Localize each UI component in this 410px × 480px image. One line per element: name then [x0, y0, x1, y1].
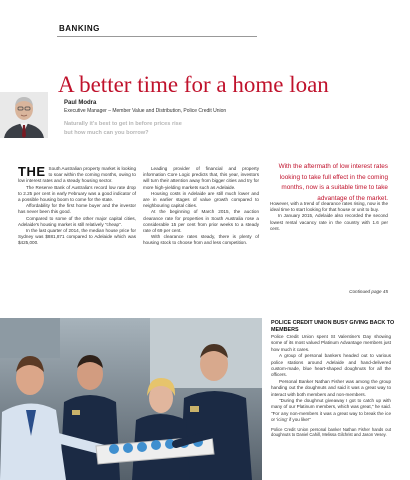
- column-3-paragraph-1: However, with a trend of clearance rates rising, now is the ideal time to start looking for that house or unit to buy.: [270, 201, 388, 213]
- column-1-paragraph-4: Compared to some of the other major capital cities, Adelaide's housing market is still relatively "cheap".: [18, 215, 136, 227]
- column-2-paragraph-3: At the beginning of March 2015, the auction clearance rate for properties in South Australia rose a considerable 15 per cent from prior weeks to a steady rate of 69 per cent.: [143, 209, 259, 234]
- column-2-paragraph-4: With clearance rates steady, there is plenty of housing stock to choose from and less competition.: [143, 234, 259, 246]
- sidebar-paragraph-4: "During the doughnut giveaway I got to catch up with many of our Platinum members, which was great," he said. "For any non-members it was a great way to break the ice or 'icing' if you like!": [271, 398, 391, 423]
- column-1-paragraph-3: Affordability for the first home buyer and the investor has never been this good.: [18, 203, 136, 215]
- column-1-paragraph-2: The Reserve Bank of Australia's record low rate drop to 2.25 per cent in early February was a good indicator of a possible housing boom to come for the state.: [18, 184, 136, 203]
- sidebar-paragraph-2: A group of personal bankers headed out to various police stations around Adelaide and hand-delivered custom-made, blue heart-shaped doughnuts for all the officers.: [271, 353, 391, 378]
- police-photo: [0, 318, 262, 480]
- column-2-paragraph-1: Leading provider of financial and property information Core Logic predicts that, this year, investors will turn their attention away from bigger cities and try for more high-yielding markets such as Adelaide.: [143, 166, 259, 190]
- author-name: Paul Modra: [64, 100, 97, 106]
- sidebar-body: [271, 334, 391, 438]
- article-column-1: [18, 166, 136, 247]
- police-station-photo-image: [0, 318, 262, 480]
- column-2-paragraph-2: Housing costs in Adelaide are still much lower and are in earlier stages of value growth compared to neighbouring capital cities.: [143, 190, 259, 209]
- standfirst-line-1: Naturally it's best to get in before prices rise: [64, 121, 182, 127]
- pull-quote: With the aftermath of low interest rates looking to take full effect in the coming months, now is a suitable time to take advantage of the market.: [278, 163, 388, 202]
- article-column-3: [270, 201, 388, 232]
- continued-link[interactable]: Continued page 45: [349, 289, 388, 294]
- section-label: BANKING: [59, 24, 100, 33]
- column-1-paragraph-5: In the last quarter of 2014, the median house price for Sydney was $881,871 compared to Adelaide which was $425,000.: [18, 228, 136, 246]
- column-1-paragraph-1: THE South Australian property market is looking to soar within the coming months, owing to low interest rates and a steady housing sector.: [18, 164, 136, 184]
- article-column-2: [143, 166, 259, 247]
- column-3-paragraph-2: In January 2015, Adelaide also recorded the second lowest rental vacancy rate in the country with 1.6 per cent.: [270, 213, 388, 231]
- sidebar-paragraph-3: Personal Banker Nathan Fisher was among the group handing out the doughnuts and said it was a great way to interact with both members and non-members.: [271, 378, 391, 397]
- author-portrait-image: [0, 92, 48, 138]
- author-role: Executive Manager – Member Value and Distribution, Police Credit Union: [64, 108, 227, 114]
- drop-word: THE: [18, 164, 46, 179]
- sidebar-paragraph-1: Police Credit Union spent St Valentine's Day showing some of its most valued Platinum Advantage members just how much it cares.: [271, 334, 391, 352]
- sidebar-heading: POLICE CREDIT UNION BUSY GIVING BACK TO MEMBERS: [271, 320, 395, 333]
- standfirst-line-2: but how much can you borrow?: [64, 130, 149, 136]
- photo-caption: Police Credit Union personal banker Nathan Fisher hands out doughnuts to Daniel Cahill, Melissa Gilchrist and Jason Vesey.: [271, 426, 391, 438]
- section-rule: [57, 36, 257, 37]
- article-title: A better time for a home loan: [58, 72, 329, 97]
- standfirst: [64, 120, 234, 138]
- author-photo: [0, 92, 48, 138]
